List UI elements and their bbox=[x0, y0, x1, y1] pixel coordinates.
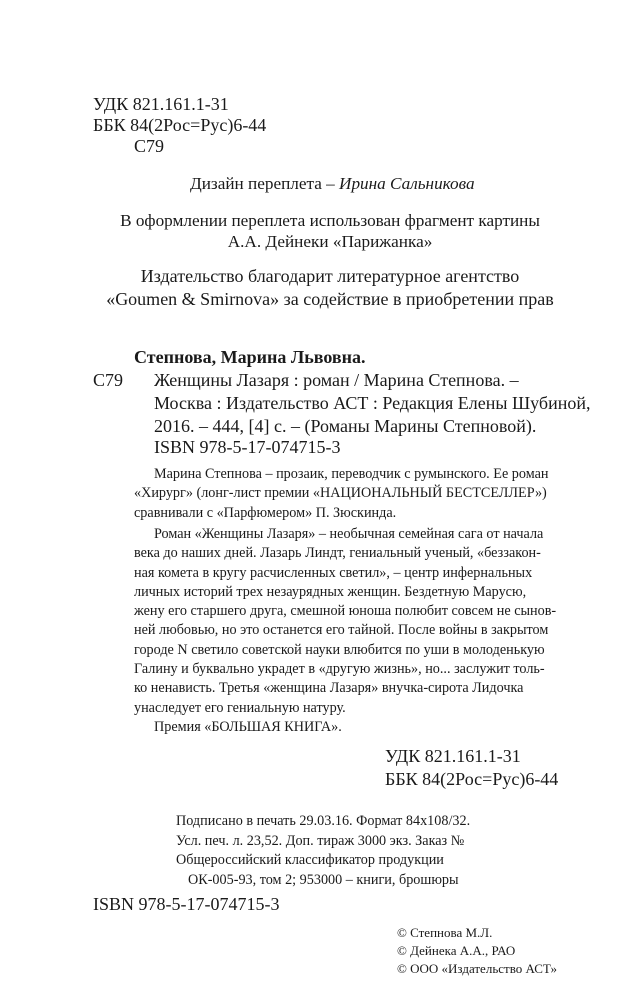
imprint-line: Усл. печ. л. 23,52. Доп. тираж 3000 экз. Заказ № bbox=[176, 832, 465, 849]
annotation-line: жену его старшего друга, смешной юноша полюбит совсем не сынов- bbox=[134, 603, 557, 620]
catalog-author-heading: Степнова, Марина Львовна. bbox=[134, 347, 366, 367]
catalog-isbn: ISBN 978-5-17-074715-3 bbox=[154, 437, 341, 457]
catalog-description-line: Москва : Издательство АСТ : Редакция Елены Шубиной, bbox=[154, 393, 591, 413]
bbk-code: ББК 84(2Рос=Рус)6-44 bbox=[93, 115, 267, 135]
cover-art-note bbox=[60, 210, 600, 252]
annotation-line: века до наших дней. Лазарь Линдт, гениальный ученый, «беззакон- bbox=[134, 545, 541, 562]
copyright-block bbox=[397, 924, 557, 978]
imprint-line: Подписано в печать 29.03.16. Формат 84x108/32. bbox=[176, 813, 471, 829]
annotation-line: городе N светило советской науки влюбится по уши в молоденькую bbox=[134, 641, 545, 658]
copyright-line: © ООО «Издательство АСТ» bbox=[397, 961, 558, 976]
cover-design-label: Дизайн переплета – bbox=[190, 174, 340, 193]
annotation-line: «Хирург» (лонг-лист премии «НАЦИОНАЛЬНЫЙ БЕСТСЕЛЛЕР») bbox=[134, 485, 547, 502]
author-mark: С79 bbox=[134, 136, 165, 156]
annotation-paragraph-2 bbox=[134, 525, 556, 718]
cover-art-line: А.А. Дейнеки «Парижанка» bbox=[227, 232, 433, 251]
imprint-details bbox=[176, 812, 470, 890]
annotation-line: сравнивали с «Парфюмером» П. Зюскинда. bbox=[134, 504, 397, 521]
annotation-line: Марина Степнова – прозаик, переводчик с румынского. Ее роман bbox=[154, 466, 549, 482]
thanks-line: Издательство благодарит литературное агентство bbox=[140, 266, 520, 286]
catalog-author-mark: С79 bbox=[93, 370, 124, 390]
bbk-code-bottom: ББК 84(2Рос=Рус)6-44 bbox=[385, 769, 559, 789]
thanks-note bbox=[43, 265, 617, 311]
udk-code-bottom: УДК 821.161.1-31 bbox=[385, 746, 521, 766]
annotation-line: личных историй трех незаурядных женщин. Бездетную Марусю, bbox=[134, 583, 527, 600]
catalog-description bbox=[154, 369, 590, 438]
annotation-line: ко ненависть. Третья «женщина Лазаря» внучка-сирота Лидочка bbox=[134, 680, 524, 697]
catalog-description-line: Женщины Лазаря : роман / Марина Степнова. – bbox=[154, 370, 519, 390]
annotation-line: Галину и буквально украдет в «другую жизнь», но... заслужит толь- bbox=[134, 661, 545, 678]
isbn-bottom: ISBN 978-5-17-074715-3 bbox=[93, 894, 280, 914]
classifier-line: Общероссийский классификатор продукции bbox=[176, 852, 444, 868]
copyright-line: © Дейнека А.А., РАО bbox=[397, 943, 516, 958]
annotation-line: ней любовью, но это останется его тайной. После войны в закрытом bbox=[134, 622, 549, 639]
annotation-line: Роман «Женщины Лазаря» – необычная семейная сага от начала bbox=[154, 526, 544, 542]
cover-designer-name: Ирина Сальникова bbox=[339, 174, 475, 193]
classifier-line: ОК-005-93, том 2; 953000 – книги, брошюры bbox=[188, 871, 459, 888]
cover-design-credit bbox=[190, 173, 475, 194]
annotation-award: Премия «БОЛЬШАЯ КНИГА». bbox=[154, 719, 342, 735]
annotation-line: унаследует его гениальную натуру. bbox=[134, 699, 346, 716]
annotation-paragraph-1 bbox=[134, 465, 548, 523]
catalog-description-line: 2016. – 444, [4] с. – (Романы Марины Степновой). bbox=[154, 416, 537, 436]
copyright-line: © Степнова М.Л. bbox=[397, 925, 493, 940]
udk-code: УДК 821.161.1-31 bbox=[93, 94, 229, 114]
annotation-line: ная комета в кругу расчисленных светил», – центр инфернальных bbox=[134, 564, 533, 581]
cover-art-line: В оформлении переплета использован фрагмент картины bbox=[120, 211, 540, 230]
thanks-line: «Goumen & Smirnova» за содействие в приобретении прав bbox=[106, 289, 554, 309]
